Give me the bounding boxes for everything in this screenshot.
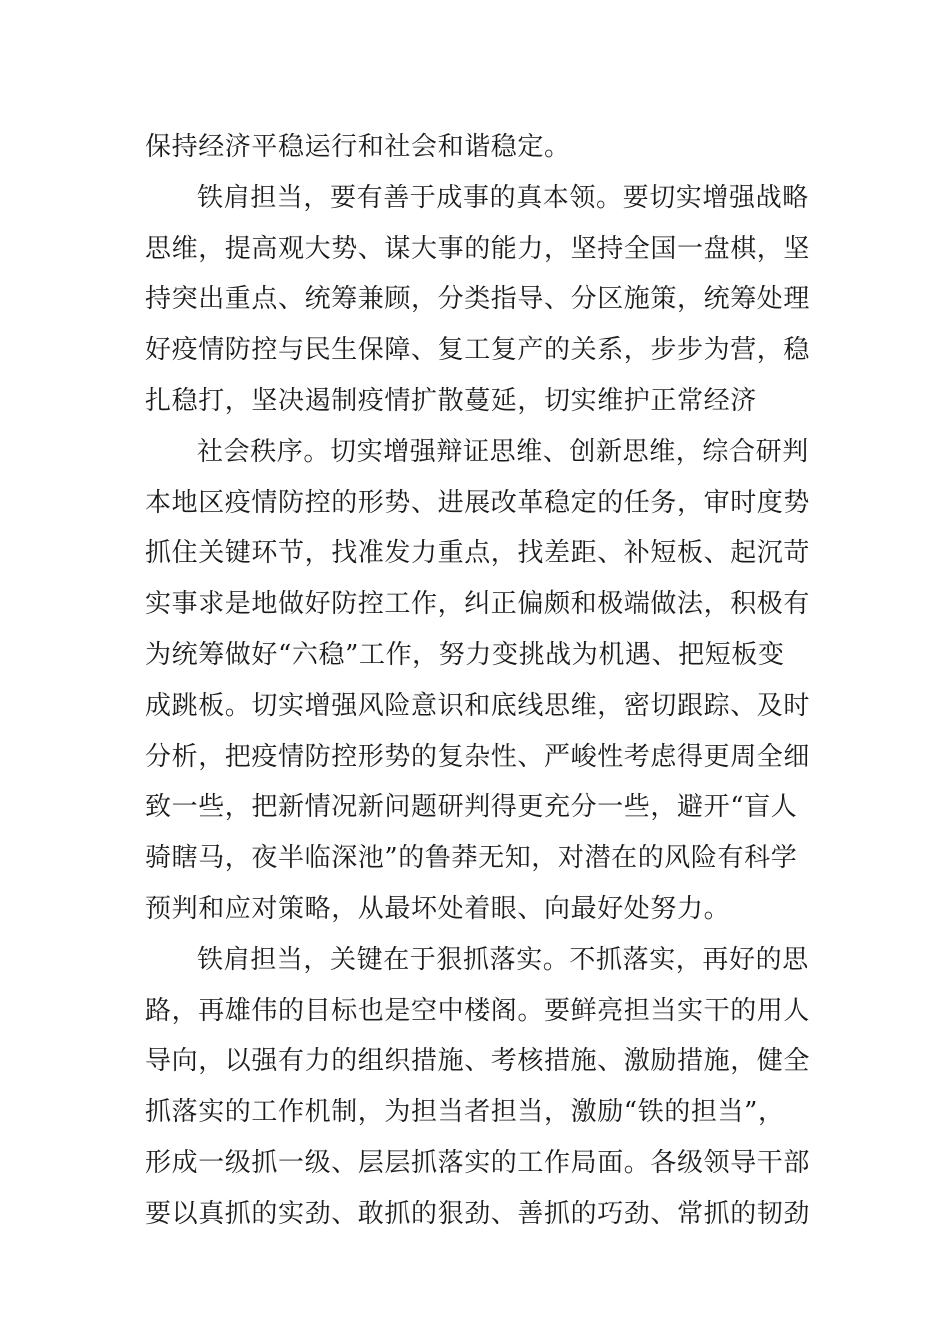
text-line: 分析，把疫情防控形势的复杂性、严峻性考虑得更周全细: [145, 741, 811, 772]
text-line: 形成一级抓一级、层层抓落实的工作局面。各级领导干部: [145, 1147, 811, 1178]
body-text: [145, 122, 815, 1240]
text-line: 抓住关键环节，找准发力重点，找差距、补短板、起沉苛: [145, 538, 811, 569]
text-line: 本地区疫情防控的形势、进展改革稳定的任务，审时度势: [145, 487, 811, 518]
text-line: 骑瞎马，夜半临深池”的鲁莽无知，对潜在的风险有科学: [145, 843, 798, 874]
text-line: 保持经济平稳运行和社会和谐稳定。: [145, 132, 571, 162]
text-line: 思维，提高观大势、谋大事的能力，坚持全国一盘棋，坚: [145, 233, 811, 264]
text-line: 抓落实的工作机制，为担当者担当，激励“铁的担当”，: [145, 1097, 785, 1128]
text-line: 预判和应对策略，从最坏处着眼、向最好处努力。: [145, 893, 731, 924]
text-line: 要以真抓的实劲、敢抓的狠劲、善抓的巧劲、常抓的韧劲: [145, 1198, 811, 1229]
text-line: 持突出重点、统筹兼顾，分类指导、分区施策，统筹处理: [145, 284, 811, 315]
text-line: 铁肩担当，关键在于狠抓落实。不抓落实，再好的思: [197, 944, 809, 975]
text-line: 致一些，把新情况新问题研判得更充分一些，避开“盲人: [145, 792, 798, 823]
text-line: 实事求是地做好防控工作，纠正偏颇和极端做法，积极有: [145, 589, 811, 620]
text-line: 为统筹做好“六稳”工作，努力变挑战为机遇、把短板变: [145, 639, 785, 670]
text-line: 成跳板。切实增强风险意识和底线思维，密切跟踪、及时: [145, 690, 811, 721]
text-line: 社会秩序。切实增强辩证思维、创新思维，综合研判: [197, 436, 809, 467]
text-line: 路，再雄伟的目标也是空中楼阁。要鲜亮担当实干的用人: [145, 995, 811, 1026]
text-line: 好疫情防控与民生保障、复工复产的关系，步步为营，稳: [145, 335, 811, 366]
text-line: 铁肩担当，要有善于成事的真本领。要切实增强战略: [197, 182, 809, 213]
text-line: 导向，以强有力的组织措施、考核措施、激励措施，健全: [145, 1046, 811, 1077]
text-line: 扎稳打，坚决遏制疫情扩散蔓延，切实维护正常经济: [145, 385, 757, 416]
